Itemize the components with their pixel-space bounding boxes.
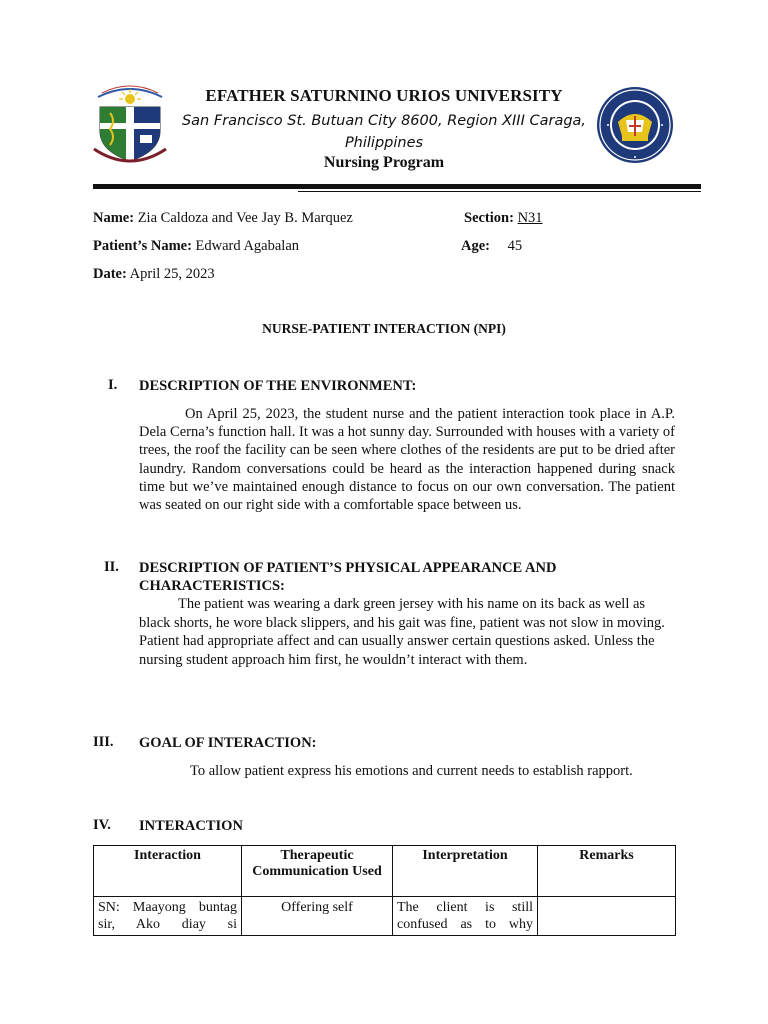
section-4-heading: INTERACTION	[139, 818, 243, 834]
age-field	[461, 238, 522, 255]
cell-remarks	[538, 897, 676, 936]
column-header-interpretation: Interpretation	[393, 846, 538, 897]
section-2-body: The patient was wearing a dark green jersey with his name on its back as well as black shorts, he wore black slippers, and his gait was fine, patient was not slow in moving. Patient had appropriate affect and can usually answer certain questions asked. Unless the nursing student approach him first, he wouldn’t interact with them.	[139, 596, 665, 668]
name-field	[93, 210, 353, 227]
address-line-1: San Francisco St. Butuan City 8600, Region XIII Caraga,	[181, 113, 587, 129]
cell-interaction: SN: Maayong buntag sir, Ako diay si	[94, 897, 242, 936]
section-field	[464, 210, 543, 227]
program-name: Nursing Program	[323, 154, 445, 171]
column-header-interaction: Interaction	[94, 846, 242, 897]
table-row	[94, 897, 676, 936]
name-value: Zia Caldoza and Vee Jay B. Marquez	[137, 210, 353, 226]
date-field	[93, 266, 215, 283]
patient-name-field	[93, 238, 299, 255]
interaction-table	[93, 845, 676, 936]
patient-name-label: Patient’s Name:	[93, 238, 192, 254]
age-value: 45	[507, 238, 523, 254]
table-header-row	[94, 846, 676, 897]
header-rule-thin	[298, 191, 701, 192]
column-header-technique: Therapeutic Communication Used	[242, 846, 393, 897]
date-label: Date:	[93, 266, 127, 282]
patient-name-value: Edward Agabalan	[195, 238, 300, 254]
section-2-number: II.	[104, 559, 119, 575]
university-seal-icon	[92, 83, 168, 163]
name-label: Name:	[93, 210, 135, 226]
section-1-number: I.	[108, 377, 118, 393]
section-value: N31	[517, 210, 543, 226]
document-title: NURSE-PATIENT INTERACTION (NPI)	[262, 321, 506, 336]
cell-interpretation: The client is still confused as to why	[393, 897, 538, 936]
section-3-heading: GOAL OF INTERACTION:	[139, 735, 317, 751]
section-3-body: To allow patient express his emotions and current needs to establish rapport.	[190, 763, 633, 779]
university-name: EFATHER SATURNINO URIOS UNIVERSITY	[205, 86, 563, 105]
cell-technique: Offering self	[242, 897, 393, 936]
age-label: Age:	[461, 238, 490, 254]
date-value: April 25, 2023	[129, 266, 215, 282]
university-address	[168, 110, 600, 154]
header-rule-thick	[93, 184, 701, 189]
section-3-number: III.	[93, 734, 114, 750]
section-1-body: On April 25, 2023, the student nurse and the patient interaction took place in A.P. Dela Cerna’s function hall. It was a hot sunny day. Surrounded with houses with a variety of trees, the roof the facility can be seen where clothes of the residents are put to be dried after laundry. Random conversations could be heard as the interaction happened during snack time but we’ve maintained enough distance to focus on our own conversation. The patient was seated on our right side with a comfortable space between us.	[139, 406, 675, 514]
section-1-heading: DESCRIPTION OF THE ENVIRONMENT:	[139, 378, 417, 394]
column-header-remarks: Remarks	[538, 846, 676, 897]
section-label: Section:	[464, 210, 514, 226]
nursing-program-seal-icon	[596, 86, 674, 164]
section-2-heading: DESCRIPTION OF PATIENT’S PHYSICAL APPEARANCE AND CHARACTERISTICS:	[139, 560, 557, 594]
address-line-2: Philippines	[344, 135, 424, 151]
section-4-number: IV.	[93, 817, 111, 833]
